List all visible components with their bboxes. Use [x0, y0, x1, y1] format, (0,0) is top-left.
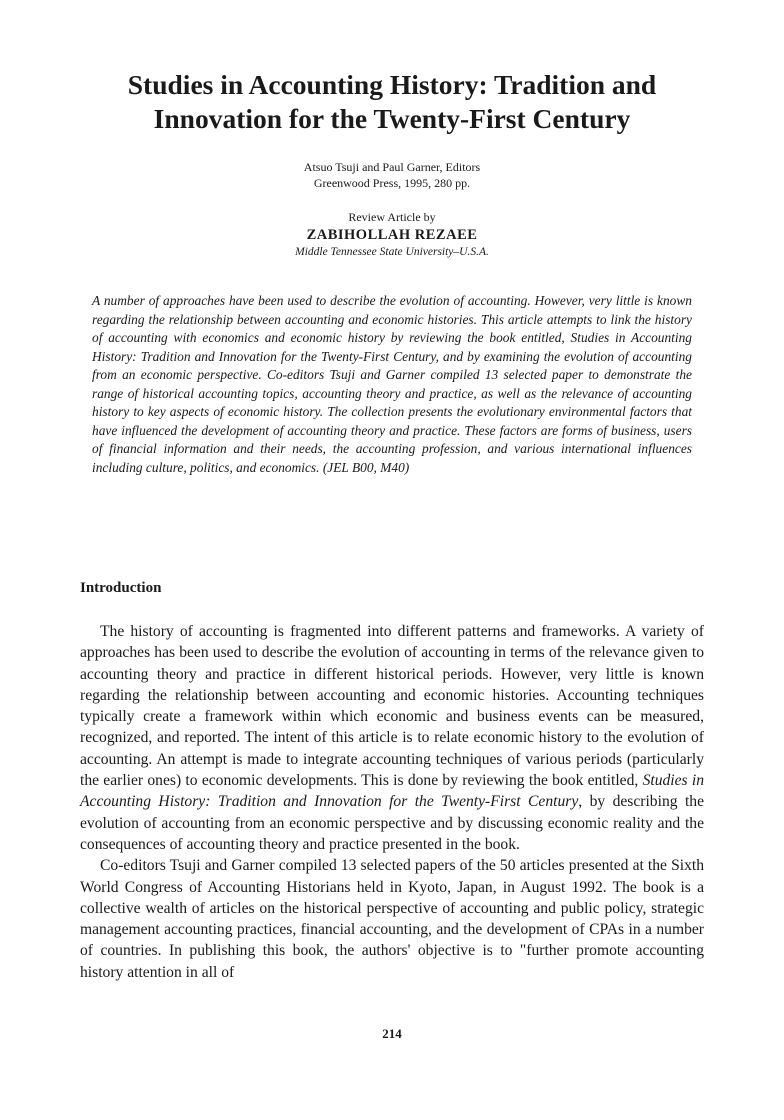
article-title: [40, 68, 744, 136]
author-name: ZABIHOLLAH REZAEE: [306, 227, 478, 243]
editors-block: [40, 159, 744, 191]
author-affiliation: Middle Tennessee State University–U.S.A.: [295, 246, 489, 258]
paragraph-1: [80, 621, 704, 855]
book-title-citation: Studies in Accounting History: Tradition and Innovation for the Twenty-First Century: [80, 772, 704, 811]
title-line-1: Studies in Accounting History: Tradition and: [127, 69, 657, 100]
body-text: [80, 621, 704, 983]
paragraph-1-text: The history of accounting is fragmented into different patterns and frameworks. A variety of approaches has been used to describe the evolution of accounting in terms of the relevance given to accounting theory and practice in different historical periods. However, very little is known regarding the relationship between accounting and economic histories. Accounting techniques typically create a framework within which economic and business events can be measured, recognized, and reported. The intent of this article is to relate economic history to the evolution of accounting. An attempt is made to integrate accounting techniques of various periods (particularly the earlier ones) to economic developments. This is done by reviewing the book entitled,: [80, 623, 704, 790]
paragraph-1-continued: , by describing the evolution of accounting from an economic perspective and by discussing economic reality and the consequences of accounting theory and practice presented in the book.: [80, 793, 704, 853]
publisher-line: Greenwood Press, 1995, 280 pp.: [313, 176, 471, 190]
paragraph-2: Co-editors Tsuji and Garner compiled 13 selected papers of the 50 articles presented at the Sixth World Congress of Accounting Historians held in Kyoto, Japan, in August 1992. The book is a collective wealth of articles on the historical perspective of accounting and public policy, strategic management accounting practices, financial accounting, and the development of CPAs in a number of countries. In publishing this book, the authors' objective is to "further promote accounting history attention in all of: [80, 857, 704, 981]
page-number: 214: [382, 1026, 402, 1041]
editors-line: Atsuo Tsuji and Paul Garner, Editors: [303, 160, 481, 174]
abstract: A number of approaches have been used to describe the evolution of accounting. However, very little is known regarding the relationship between accounting and economic histories. This article attempts to link the history of accounting with economics and economic history by reviewing the book entitled, Studies in Accounting History: Tradition and Innovation for the Twenty-First Century, and by examining the evolution of accounting from an economic perspective. Co-editors Tsuji and Garner compiled 13 selected paper to demonstrate the range of historical accounting topics, accounting theory and practice, as well as the relevance of accounting history to key aspects of economic history. The collection presents the evolutionary environmental factors that have influenced the development of accounting theory and practice. These factors are forms of business, users of financial information and their needs, the accounting profession, and various international influences including culture, politics, and economics. (JEL B00, M40): [92, 293, 692, 475]
section-heading: Introduction: [80, 580, 162, 596]
review-label: Review Article by: [348, 210, 436, 224]
title-line-2: Innovation for the Twenty-First Century: [153, 103, 631, 134]
